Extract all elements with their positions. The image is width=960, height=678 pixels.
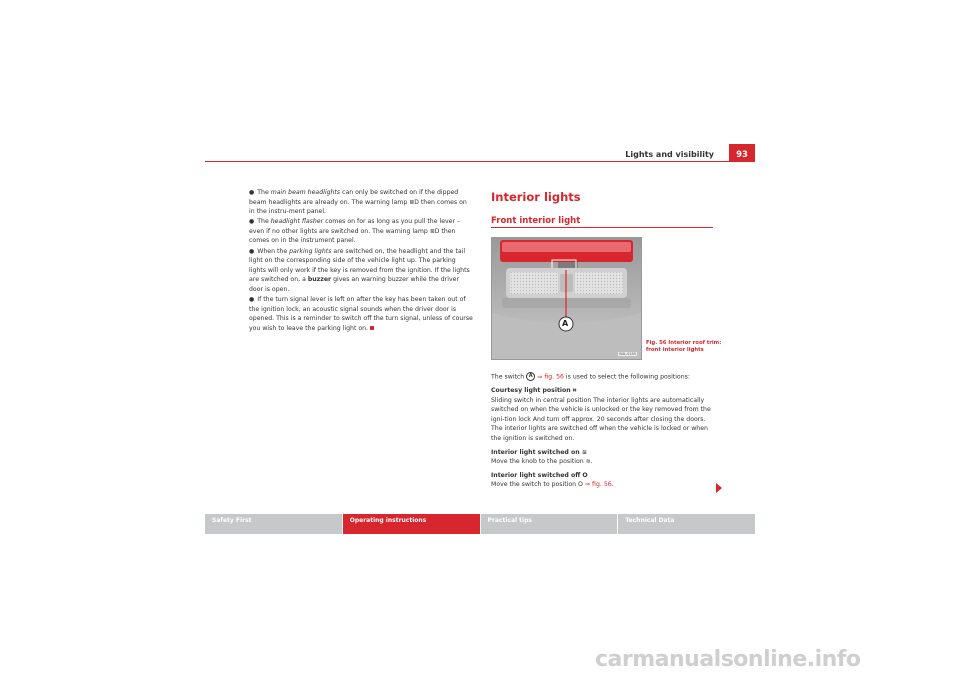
- figure-callout-a: A: [562, 319, 569, 328]
- interior-light-icon: ≋: [585, 458, 591, 466]
- tab-practical-tips[interactable]: Practical tips: [481, 514, 618, 534]
- bullet-icon: ●: [249, 247, 255, 255]
- left-column: [249, 188, 474, 334]
- main-beam-lamp-icon: ≣D: [429, 227, 440, 235]
- continue-arrow-icon[interactable]: [716, 483, 722, 493]
- courtesy-heading: Courtesy light position ⌗: [491, 387, 577, 395]
- interior-light-illustration: [492, 238, 641, 359]
- figure-caption: Fig. 56 Interior roof trim: front interior lights: [646, 340, 722, 353]
- page-header-title: Lights and visibility: [625, 150, 714, 159]
- intro-paragraph: The switch A ⇒ fig. 56 is used to select the following positions:: [491, 373, 690, 381]
- bullet-turn-signal: ● If the turn signal lever is left on after the key has been taken out of the ignition lock, an acoustic signal sounds when the driver door is opened. This is a reminder to switch off the turn signal, unless of course you wish to leave the parking light on.: [249, 296, 473, 332]
- figure-reference-link[interactable]: ⇒ fig. 56: [584, 481, 612, 489]
- tab-safety-first[interactable]: Safety First: [205, 514, 342, 534]
- figure-code: B4L-0155: [619, 352, 636, 356]
- section-title: Interior lights: [491, 190, 581, 204]
- callout-a-icon: A: [526, 372, 535, 381]
- interior-light-icon: ≋: [581, 448, 587, 456]
- bullet-icon: ●: [249, 218, 255, 226]
- door-contact-icon: ⌗: [572, 387, 577, 395]
- end-of-section-icon: [370, 326, 374, 330]
- light-off-heading: Interior light switched off O: [491, 471, 588, 479]
- figure-interior-light: [491, 237, 642, 360]
- light-on-heading: Interior light switched on ≋: [491, 448, 587, 456]
- courtesy-text: Sliding switch in central position The interior lights are automatically switched on when the vehicle is unlocked or the key removed from the igni-tion lock And turn off approx. 20 seconds after closing the doors. The interior lights are switched off when the vehicle is locked or when the ignition is switched on.: [491, 396, 711, 443]
- subsection-divider: [491, 227, 713, 228]
- bullet-icon: ●: [249, 189, 255, 196]
- figure-reference-link[interactable]: ⇒ fig. 56: [537, 373, 564, 381]
- page-number: 93: [729, 144, 755, 162]
- header-divider: [205, 161, 755, 162]
- bullet-headlight-flasher: ● The headlight flasher comes on for as long as you pull the lever – even if no other lights are switched on. The warning lamp ≣D then comes on in the instrument panel.: [249, 218, 461, 245]
- bullet-icon: ●: [249, 296, 255, 304]
- footer-nav: [205, 514, 755, 534]
- bullet-main-beam: ● The main beam headlights can only be switched on if the dipped beam headlights are already on. The warning lamp ≣D then comes on in the instru-ment panel.: [249, 189, 467, 216]
- main-beam-lamp-icon: ≣D: [409, 198, 419, 206]
- bullet-parking-lights: ● When the parking lights are switched on, the headlight and the tail light on the corresponding side of the vehicle light up. The parking lights will only work if the key is removed from the ignition. If the lights are switched on, a buzzer gives an warning buzzer while the driver door is open.: [249, 247, 470, 293]
- subsection-title: Front interior light: [491, 216, 581, 226]
- watermark: carmanualsonline.info: [595, 647, 861, 672]
- right-column: [491, 372, 715, 490]
- light-off-text: Move the switch to position O ⇒ fig. 56.: [491, 481, 614, 489]
- tab-operating-instructions[interactable]: Operating instructions: [343, 514, 480, 534]
- light-on-text: Move the knob to the position ≋.: [491, 458, 593, 466]
- tab-technical-data[interactable]: Technical Data: [618, 514, 755, 534]
